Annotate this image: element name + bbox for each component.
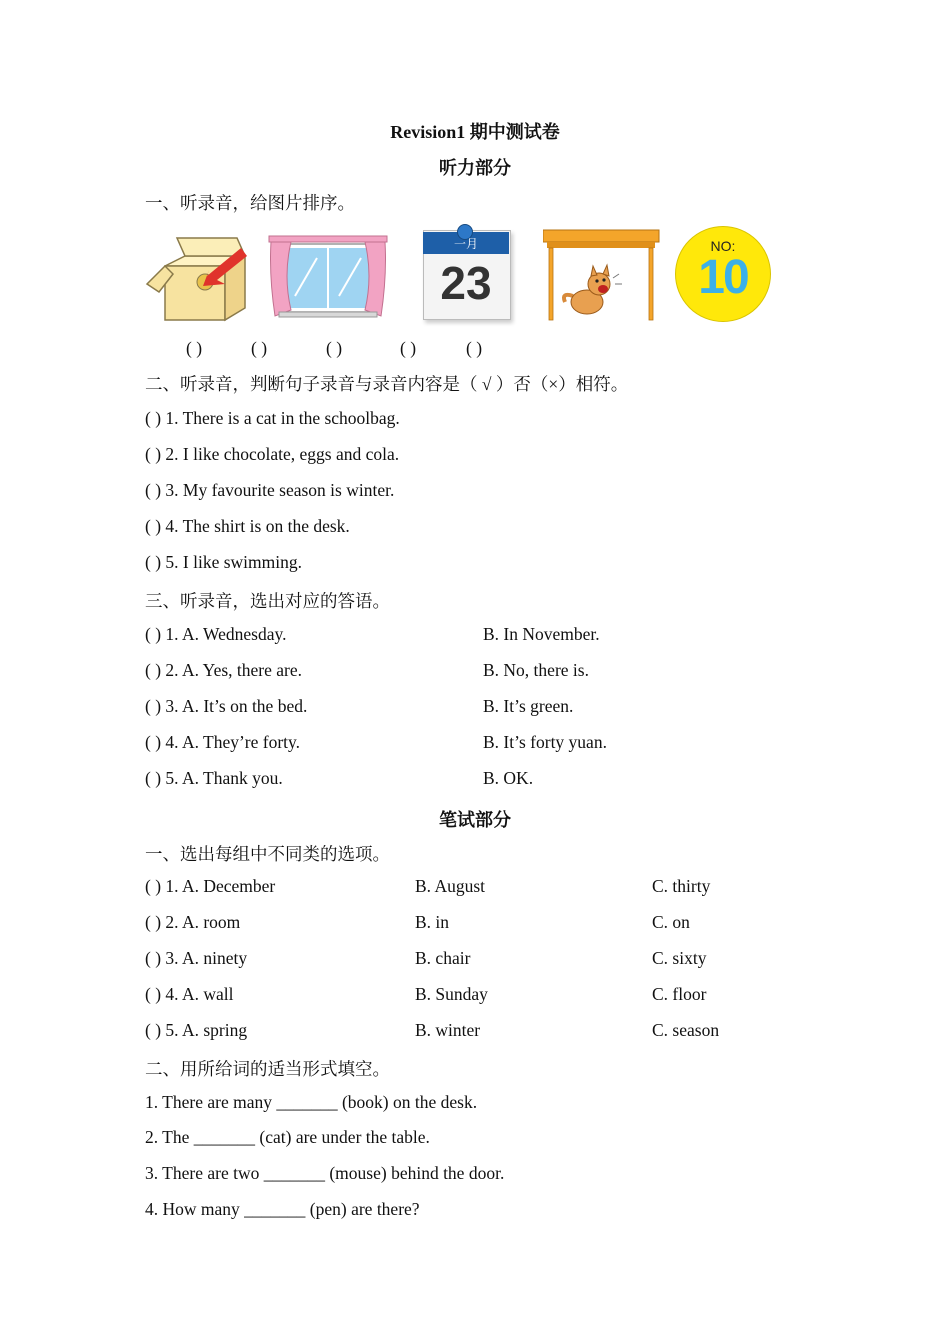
number-badge-icon	[675, 226, 771, 322]
list-item: ( ) 4. The shirt is on the desk.	[145, 516, 350, 536]
list-item: 3. There are two _______ (mouse) behind the door.	[145, 1163, 505, 1183]
option-a: ( ) 5. A. spring	[145, 1020, 248, 1040]
badge-number: 10	[698, 251, 748, 304]
writing-part1-heading: 一、选出每组中不同类的选项。	[145, 844, 390, 864]
option-b: B. winter	[415, 1020, 481, 1040]
list-item: ( ) 5. I like swimming.	[145, 552, 302, 572]
listening-part2-heading: 二、听录音，判断句子录音与录音内容是（ √ ）否（×）相符。	[145, 374, 629, 394]
listening-part3-heading: 三、听录音，选出对应的答语。	[145, 591, 390, 611]
answer-blank-3[interactable]: ( )	[326, 338, 343, 358]
option-a: ( ) 1. A. December	[145, 876, 276, 896]
option-a: ( ) 5. A. Thank you.	[145, 768, 283, 788]
list-item: 2. The _______ (cat) are under the table.	[145, 1127, 430, 1147]
option-a: ( ) 4. A. wall	[145, 984, 234, 1004]
option-b: B. chair	[415, 948, 471, 968]
list-item: 4. How many _______ (pen) are there?	[145, 1199, 420, 1219]
option-a: ( ) 3. A. ninety	[145, 948, 248, 968]
calendar-icon	[423, 230, 509, 320]
picture-row	[145, 226, 785, 326]
option-b: B. It’s forty yuan.	[483, 732, 607, 752]
option-a: ( ) 3. A. It’s on the bed.	[145, 696, 308, 716]
answer-blank-5[interactable]: ( )	[466, 338, 483, 358]
listening-part1-heading: 一、听录音，给图片排序。	[145, 193, 355, 213]
option-b: B. in	[415, 912, 450, 932]
answer-blank-1[interactable]: ( )	[186, 338, 203, 358]
list-item: ( ) 1. There is a cat in the schoolbag.	[145, 408, 400, 428]
listening-section-header: 听力部分	[439, 158, 511, 178]
option-b: B. In November.	[483, 624, 600, 644]
answer-blank-2[interactable]: ( )	[251, 338, 268, 358]
option-a: ( ) 4. A. They’re forty.	[145, 732, 301, 752]
option-b: B. It’s green.	[483, 696, 574, 716]
option-a: ( ) 2. A. room	[145, 912, 241, 932]
answer-blank-4[interactable]: ( )	[400, 338, 417, 358]
list-item: 1. There are many _______ (book) on the desk.	[145, 1092, 478, 1112]
option-c: C. on	[652, 912, 690, 932]
box-with-ball-icon	[145, 226, 257, 322]
option-b: B. August	[415, 876, 486, 896]
writing-part2-heading: 二、用所给词的适当形式填空。	[145, 1059, 390, 1079]
badge-label: NO:	[710, 238, 736, 254]
option-b: B. OK.	[483, 768, 534, 788]
option-c: C. floor	[652, 984, 707, 1004]
option-c: C. thirty	[652, 876, 711, 896]
calendar-month: 一月	[453, 237, 478, 251]
window-with-curtains-icon	[267, 226, 389, 322]
option-b: B. Sunday	[415, 984, 488, 1004]
writing-section-header: 笔试部分	[439, 810, 511, 830]
option-a: ( ) 1. A. Wednesday.	[145, 624, 287, 644]
list-item: ( ) 3. My favourite season is winter.	[145, 480, 395, 500]
option-b: B. No, there is.	[483, 660, 589, 680]
option-a: ( ) 2. A. Yes, there are.	[145, 660, 302, 680]
page-title: Revision1 期中测试卷	[390, 122, 560, 142]
cat-under-table-icon	[543, 226, 661, 322]
option-c: C. sixty	[652, 948, 707, 968]
list-item: ( ) 2. I like chocolate, eggs and cola.	[145, 444, 400, 464]
calendar-day: 23	[440, 257, 492, 309]
option-c: C. season	[652, 1020, 720, 1040]
